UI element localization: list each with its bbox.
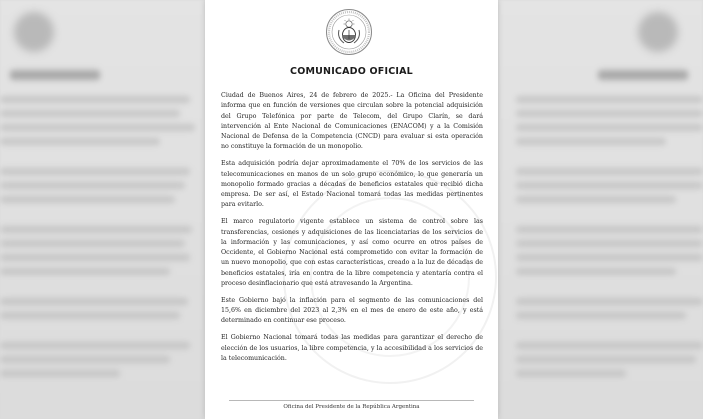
- blurred-line: [0, 138, 160, 145]
- blurred-background-right: [498, 0, 703, 419]
- blurred-line: [0, 254, 190, 261]
- blurred-line: [516, 124, 703, 131]
- blurred-line: [516, 356, 696, 363]
- document-body: [221, 91, 483, 371]
- blurred-line: [0, 342, 190, 349]
- blurred-line: [516, 268, 676, 275]
- blurred-line: [516, 168, 703, 175]
- blurred-line: [516, 370, 626, 377]
- blurred-line: [0, 356, 170, 363]
- blurred-line: [0, 370, 120, 377]
- national-seal-icon: [325, 8, 373, 56]
- blurred-line: [516, 240, 703, 247]
- blurred-line: [516, 138, 666, 145]
- body-paragraph: El Gobierno Nacional tomará todas las medidas para garantizar el derecho de elección de los usuarios, la libre competencia, y la accesibilidad a los servicios de la telecomunicación.: [221, 334, 483, 362]
- body-paragraph: Ciudad de Buenos Aires, 24 de febrero de 2025.- La Oficina del Presidente informa que en función de versiones que circulan sobre la potencial adquisición del Grupo Telefónica por parte de Telecom, del Grupo Clarín, se dará intervención al Ente Nacional de Comunicaciones (ENACOM) y a la Comisión Nacional de Defensa de la Competencia (CNCD) para evaluar si esta operación no constituye la formación de un monopolio.: [221, 92, 483, 151]
- document-footer: Oficina del Presidente de la República Argentina: [283, 404, 420, 410]
- blurred-line: [0, 96, 190, 103]
- blurred-line: [0, 298, 188, 305]
- blurred-seal: [14, 12, 54, 52]
- press-release-page: [205, 0, 498, 419]
- blurred-title: [10, 70, 100, 80]
- blurred-line: [0, 312, 180, 319]
- blurred-line: [0, 168, 190, 175]
- blurred-line: [516, 312, 686, 319]
- blurred-seal: [638, 12, 678, 52]
- blurred-line: [516, 298, 703, 305]
- blurred-line: [516, 226, 703, 233]
- blurred-line: [516, 182, 703, 189]
- body-paragraph: Esta adquisición podría dejar aproximadamente el 70% de los servicios de las telecomunicaciones en manos de un solo grupo económico, lo que generaría un monopolio formado gracias a décadas de beneficios estatales que recibió dicha empresa. De ser así, el Estado Nacional tomará todas las medidas pertinentes para evitarlo.: [221, 160, 483, 209]
- blurred-line: [0, 182, 185, 189]
- footer-divider: [229, 400, 474, 401]
- blurred-background-left: [0, 0, 205, 419]
- blurred-line: [516, 110, 703, 117]
- blurred-line: [516, 96, 703, 103]
- blurred-line: [516, 254, 703, 261]
- blurred-line: [0, 124, 195, 131]
- body-paragraph: El marco regulatorio vigente establece un sistema de control sobre las transferencias, cesiones y adquisiciones de las licenciatarias de los servicios de la información y las comunicaciones, y así como ocurre en otros países de Occidente, el Gobierno Nacional está comprometido con evitar la formación de un nuevo monopolio, que con estas características, creado a la luz de décadas de beneficios estatales, iría en contra de la libre competencia y atentaría contra el proceso desinflacionario que está atravesando la Argentina.: [221, 218, 483, 288]
- blurred-line: [0, 196, 175, 203]
- blurred-line: [516, 342, 703, 349]
- blurred-line: [0, 110, 180, 117]
- blurred-title: [598, 70, 688, 80]
- document-title: COMUNICADO OFICIAL: [290, 66, 413, 77]
- blurred-line: [0, 240, 185, 247]
- blurred-line: [516, 196, 676, 203]
- blurred-line: [0, 226, 192, 233]
- body-paragraph: Este Gobierno bajó la inflación para el segmento de las comunicaciones del 15,6% en diciembre del 2023 al 2,3% en el mes de enero de este año, y está determinado en continuar ese proceso.: [221, 296, 483, 325]
- blurred-line: [0, 268, 170, 275]
